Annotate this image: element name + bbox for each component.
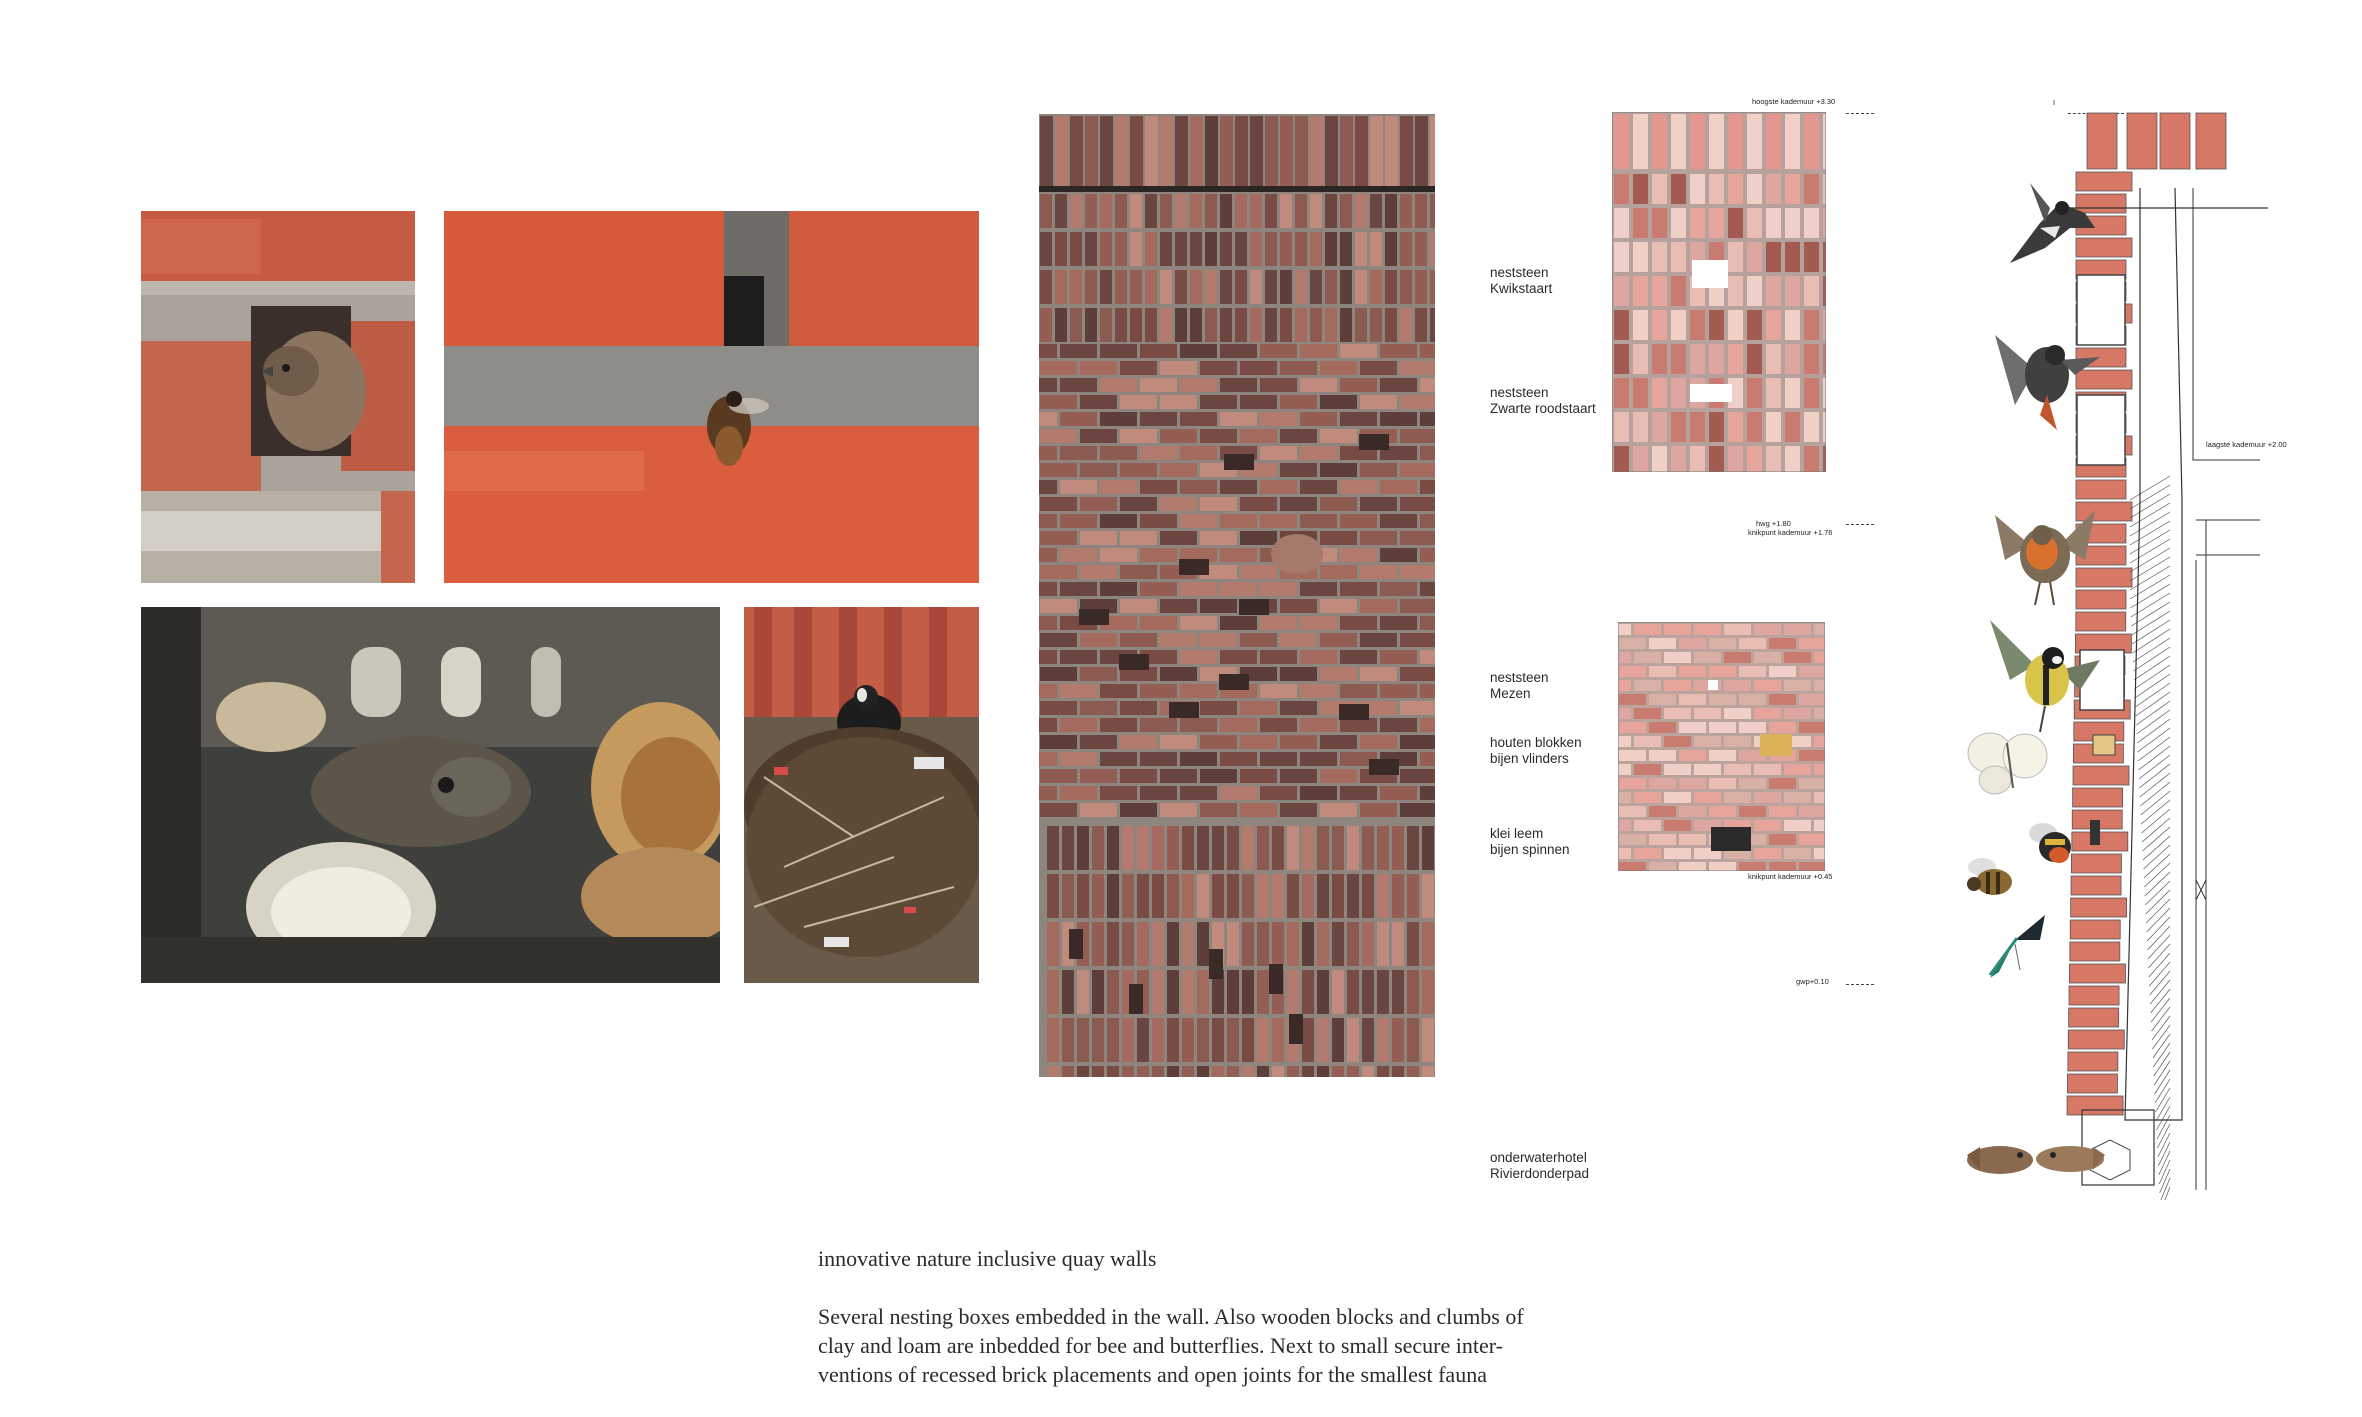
elevation-upper-brick-pattern bbox=[1612, 112, 1826, 472]
label-klei-leem: klei leem bijen spinnen bbox=[1490, 826, 1570, 857]
label-houten-blokken: houten blokken bijen vlinders bbox=[1490, 735, 1582, 766]
caption-line: Several nesting boxes embedded in the wall. Also wooden blocks and clumbs of bbox=[818, 1304, 1524, 1329]
level-knikpunt-kademuur-2: knikpunt kademuur +0.45 bbox=[1748, 872, 1833, 881]
bumblebee-illustration bbox=[2025, 815, 2080, 870]
brick-wall-facade-photo bbox=[1039, 114, 1435, 1077]
level-dash-hwg bbox=[1846, 524, 1874, 525]
level-dash-gwp bbox=[1846, 984, 1874, 985]
black-redstart-bird-illustration bbox=[1985, 315, 2105, 435]
caption-line: ventions of recessed brick placements and open joints for the smallest fauna bbox=[818, 1362, 1487, 1387]
coot-nest-photo bbox=[744, 607, 979, 983]
label-neststeen-mezen: neststeen Mezen bbox=[1490, 670, 1549, 701]
caption-title: innovative nature inclusive quay walls bbox=[818, 1246, 1157, 1271]
fish-and-mussels-underwater-photo bbox=[141, 607, 720, 983]
caption-line: clay and loam are inbedded for bee and butterflies. Next to small secure inter- bbox=[818, 1333, 1503, 1358]
level-gwp: gwp+0.10 bbox=[1796, 977, 1829, 986]
level-hwg: hwg +1.80 bbox=[1756, 519, 1791, 528]
wagtail-bird-illustration bbox=[2000, 168, 2100, 278]
bee-in-mortar-joint-photo bbox=[444, 211, 979, 583]
robin-bird-illustration bbox=[1990, 490, 2100, 610]
sparrow-in-brick-photo bbox=[141, 211, 415, 583]
damselfly-illustration bbox=[1985, 910, 2055, 980]
honeybee-illustration bbox=[1962, 852, 2022, 907]
elevation-lower-brick-pattern bbox=[1618, 622, 1825, 871]
label-neststeen-zwarte-roodstaart: neststeen Zwarte roodstaart bbox=[1490, 385, 1596, 416]
level-knikpunt-kademuur-1: knikpunt kademuur +1.76 bbox=[1748, 528, 1833, 537]
section-marker: I bbox=[2053, 98, 2056, 107]
great-tit-bird-illustration bbox=[1985, 610, 2105, 735]
label-neststeen-kwikstaart: neststeen Kwikstaart bbox=[1490, 265, 1553, 296]
level-laagste-kademuur: laagste kademuur +2.00 bbox=[2206, 440, 2287, 449]
label-onderwaterhotel: onderwaterhotel Rivierdonderpad bbox=[1490, 1150, 1590, 1181]
bullhead-fish-illustration bbox=[1965, 1135, 2110, 1180]
butterfly-illustration bbox=[1965, 728, 2050, 798]
caption-body bbox=[818, 1302, 1598, 1389]
level-hoogste-kademuur: hoogste kademuur +3.30 bbox=[1752, 97, 1836, 106]
level-dash-hoogste bbox=[1846, 113, 1874, 114]
